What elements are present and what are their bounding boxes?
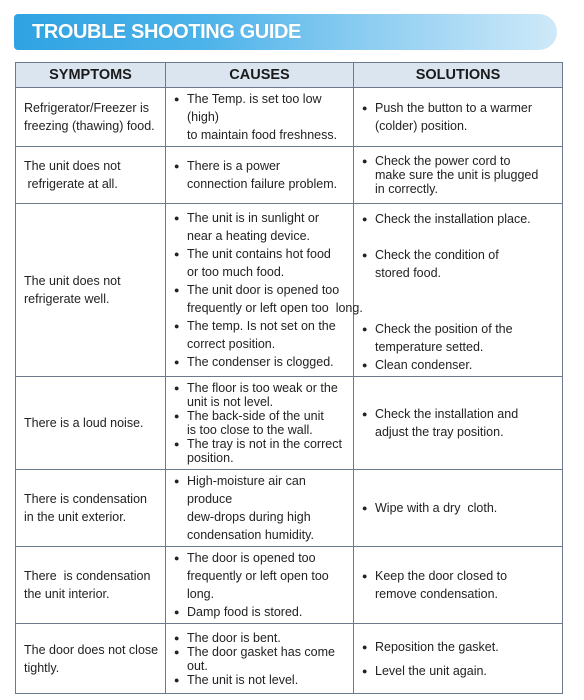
symptom-line: refrigerate at all. bbox=[24, 177, 118, 191]
cause-line: to maintain food freshness. bbox=[187, 128, 338, 142]
cause-line: near a heating device. bbox=[187, 229, 311, 243]
cause-line: or too much food. bbox=[187, 265, 285, 279]
cause-line: is too close to the wall. bbox=[187, 423, 313, 437]
cause-item bbox=[174, 245, 347, 281]
cause-item bbox=[174, 281, 363, 317]
cause-line: ● The unit door is opened too bbox=[187, 283, 340, 297]
cause-line: out. bbox=[187, 658, 208, 673]
solution-line: ● Check the installation place. bbox=[375, 212, 531, 226]
solution-item bbox=[362, 210, 556, 228]
cause-line: ● The floor is too weak or the bbox=[187, 381, 338, 395]
table-row bbox=[16, 88, 563, 147]
solution-line: ● Keep the door closed to bbox=[375, 569, 508, 583]
cause-item bbox=[174, 673, 347, 687]
cause-line: ● The tray is not in the correct bbox=[187, 437, 342, 451]
solution-line: make sure the unit is plugged bbox=[375, 168, 539, 182]
solution-line: ● Check the condition of bbox=[375, 248, 499, 262]
solution-line: temperature setted. bbox=[375, 340, 484, 354]
solution-line: ● Check the installation and bbox=[375, 407, 519, 421]
cause-line: ● The door is bent. bbox=[187, 630, 281, 645]
solutions-cell bbox=[354, 470, 563, 547]
causes-cell bbox=[166, 88, 354, 147]
solution-line: ● Check the position of the bbox=[375, 322, 513, 336]
solution-item bbox=[362, 659, 556, 683]
symptom-line: refrigerate well. bbox=[24, 292, 110, 306]
solution-line: remove condensation. bbox=[375, 587, 498, 601]
solutions-cell bbox=[354, 204, 563, 377]
solution-line: ● Clean condenser. bbox=[375, 358, 473, 372]
solutions-cell bbox=[354, 377, 563, 470]
cause-item bbox=[174, 645, 347, 673]
causes-cell bbox=[166, 377, 354, 470]
header-row bbox=[16, 63, 563, 88]
table-row bbox=[16, 204, 563, 377]
cause-item bbox=[174, 90, 347, 144]
causes-cell bbox=[166, 147, 354, 204]
solution-line: stored food. bbox=[375, 266, 442, 280]
symptom-line: There is condensation bbox=[24, 492, 147, 506]
solutions-cell bbox=[354, 547, 563, 624]
causes-cell bbox=[166, 547, 354, 624]
cause-line: ● The door gasket has come bbox=[187, 644, 335, 659]
cause-item bbox=[174, 603, 347, 621]
solution-line: ● Push the button to a warmer bbox=[375, 101, 533, 115]
troubleshooting-table bbox=[15, 62, 563, 694]
cause-item bbox=[174, 353, 347, 371]
symptoms-header: SYMPTOMS bbox=[16, 63, 166, 88]
solution-line: in correctly. bbox=[375, 182, 438, 196]
cause-line: ● The Temp. is set too low (high) bbox=[187, 92, 322, 124]
solutions-cell bbox=[354, 147, 563, 204]
solution-line: (colder) position. bbox=[375, 119, 468, 133]
title-banner bbox=[14, 14, 557, 50]
cause-line: ● The unit contains hot food bbox=[187, 247, 331, 261]
cause-line: ● The unit is not level. bbox=[187, 672, 299, 687]
cause-item bbox=[174, 317, 347, 353]
solution-item bbox=[362, 405, 556, 441]
solution-item bbox=[362, 246, 556, 282]
symptom-line: Refrigerator/Freezer is bbox=[24, 101, 150, 115]
symptom-line: the unit interior. bbox=[24, 587, 110, 601]
symptom-line: The unit does not bbox=[24, 274, 121, 288]
symptom-line: There is condensation bbox=[24, 569, 151, 583]
table-row bbox=[16, 624, 563, 694]
solution-item bbox=[362, 356, 556, 374]
cause-item bbox=[174, 209, 347, 245]
symptom-cell bbox=[16, 88, 166, 147]
cause-line: condensation humidity. bbox=[187, 528, 314, 542]
symptom-line: tightly. bbox=[24, 660, 60, 675]
solution-line: ● Check the power cord to bbox=[375, 154, 511, 168]
table-row bbox=[16, 547, 563, 624]
cause-line: ● The unit is in sunlight or bbox=[187, 211, 320, 225]
cause-line: unit is not level. bbox=[187, 395, 274, 409]
solutions-cell bbox=[354, 88, 563, 147]
solution-item bbox=[362, 499, 556, 517]
cause-item bbox=[174, 549, 347, 603]
solutions-header: SOLUTIONS bbox=[354, 63, 563, 88]
cause-line: frequently or left open too long. bbox=[187, 301, 363, 315]
cause-line: connection failure problem. bbox=[187, 177, 338, 191]
cause-item bbox=[174, 381, 347, 409]
causes-cell bbox=[166, 204, 363, 377]
cause-line: ● There is a power bbox=[187, 159, 281, 173]
table-row bbox=[16, 470, 563, 547]
causes-header: CAUSES bbox=[166, 63, 354, 88]
solution-item bbox=[362, 567, 556, 603]
symptom-line: The door does not close bbox=[24, 642, 159, 657]
table-row bbox=[16, 377, 563, 470]
solution-item bbox=[362, 99, 556, 135]
cause-line: ● The condenser is clogged. bbox=[187, 355, 334, 369]
causes-cell bbox=[166, 624, 354, 694]
solution-line: ● Reposition the gasket. bbox=[375, 639, 499, 654]
symptom-cell bbox=[16, 547, 166, 624]
symptom-cell bbox=[16, 624, 166, 694]
solution-item bbox=[362, 154, 556, 196]
cause-item bbox=[174, 472, 347, 544]
cause-line: ● The door is opened too bbox=[187, 551, 316, 565]
symptom-cell bbox=[16, 470, 166, 547]
solution-item bbox=[362, 635, 556, 659]
page-title: TROUBLE SHOOTING GUIDE bbox=[32, 21, 301, 43]
symptom-line: The unit does not bbox=[24, 159, 121, 173]
cause-line: correct position. bbox=[187, 337, 276, 351]
cause-line: dew-drops during high bbox=[187, 510, 311, 524]
cause-item bbox=[174, 157, 347, 193]
cause-item bbox=[174, 437, 347, 465]
solution-item bbox=[362, 320, 556, 356]
symptom-line: freezing (thawing) food. bbox=[24, 119, 155, 133]
cause-line: ● High-moisture air can produce bbox=[187, 474, 306, 506]
cause-item bbox=[174, 631, 347, 645]
causes-cell bbox=[166, 470, 354, 547]
symptom-cell bbox=[16, 147, 166, 204]
solution-line: adjust the tray position. bbox=[375, 425, 504, 439]
cause-line: ● The back-side of the unit bbox=[187, 409, 324, 423]
solution-line: ● Wipe with a dry cloth. bbox=[375, 501, 498, 515]
symptom-cell bbox=[16, 204, 166, 377]
table-row bbox=[16, 147, 563, 204]
cause-line: frequently or left open too long. bbox=[187, 569, 329, 601]
solution-line: ● Level the unit again. bbox=[375, 663, 487, 678]
cause-line: ● Damp food is stored. bbox=[187, 605, 303, 619]
cause-item bbox=[174, 409, 347, 437]
symptom-cell bbox=[16, 377, 166, 470]
symptom-line: There is a loud noise. bbox=[24, 416, 144, 430]
symptom-line: in the unit exterior. bbox=[24, 510, 127, 524]
cause-line: position. bbox=[187, 451, 234, 465]
solutions-cell bbox=[354, 624, 563, 694]
cause-line: ● The temp. Is not set on the bbox=[187, 319, 336, 333]
